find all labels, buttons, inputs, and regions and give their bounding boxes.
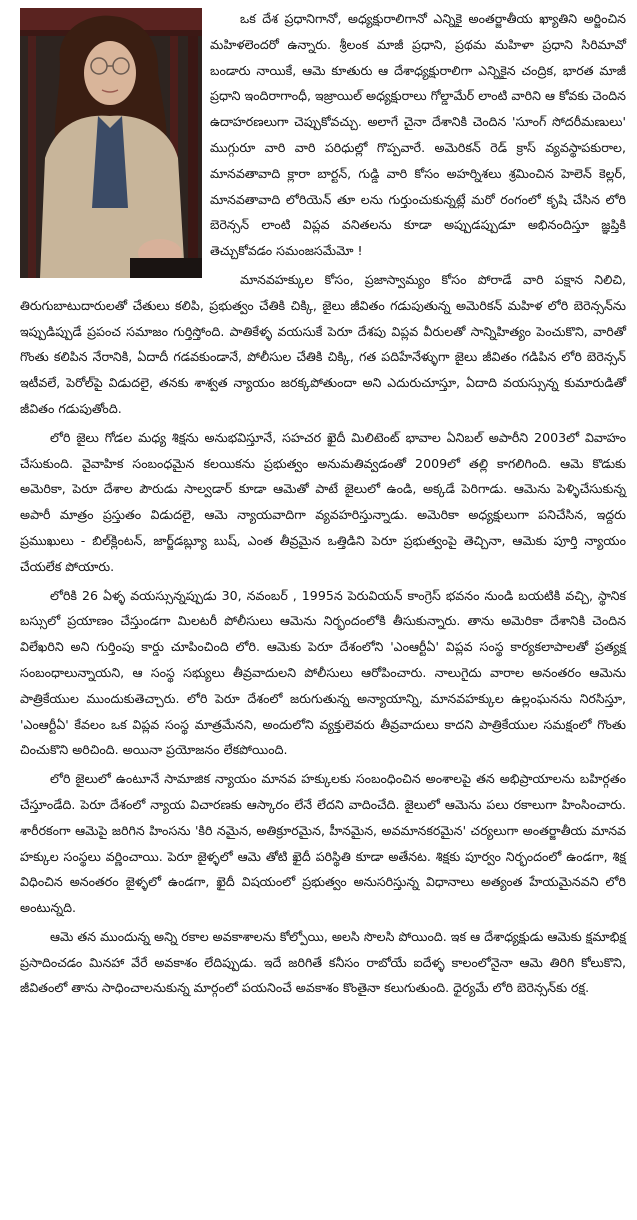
article-body — [20, 6, 626, 1004]
photo-spacer — [20, 6, 210, 286]
article-paragraph-4: లోరికి 26 ఏళ్ళ వయస్సున్నప్పుడు 30, నవంబర్ , 1995న పెరువియన్ కాంగ్రెస్ భవనం నుండి బయటికి వచ్చి, స్థానిక బస్సులో ప్రయాణం చేస్తుండగా మిలటరీ పోలీసులు ఆమెను నిర్భందంలోకి తీసుకున్నారు. తాను అమెరికా దేశానికి చెందిన విలేఖరిని అని గుర్తింపు కార్డు చూపించింది లోరి. ఆమెకు పెరూ దేశంలోని 'ఎంఆర్టీఏ' విప్లవ సంస్థ కార్యకలాపాలతో ప్రత్యక్ష సంబంధాలున్నాయని, ఆ సంస్థ సభ్యులు తీవ్రవాదులని పోలీసులు ఆరోపించారు. నాలుగైదు వారాల అనంతరం ఆమెను పాత్రికేయుల ముందుకుతెచ్చారు. లోరి పెరూ దేశంలో జరుగుతున్న అన్యాయాన్ని, మానవహక్కుల ఉల్లంఘనను నిరసిస్తూ, 'ఎంఆర్టీఏ' కేవలం ఒక విప్లవ సంస్థ మాత్రమేనని, అందులోని వ్యక్తులెవరు తీవ్రవాదులు కాదని పాత్రికేయుల సమక్షంలో గొంతు చించుకొని అరిచింది. అయినా ప్రయోజనం లేకపోయింది. — [20, 587, 626, 758]
article-paragraph-6: ఆమె తన ముందున్న అన్ని రకాల అవకాశాలను కోల్పోయి, అలసి సొలసి పోయింది. ఇక ఆ దేశాధ్యక్షుడు ఆమెకు క్షమాభిక్ష ప్రసాదించడం మినహా వేరే అవకాశం లేదిప్పుడు. ఇదే జరిగితే కనీసం రాబోయే ఐదేళ్ళ కాలంలోనైనా ఆమె తిరిగి కోలుకొని, జీవితంలో తాను సాధించాలనుకున్న మార్గంలో పయనించే అవకాశం కొంతైనా కలుగుతుంది. ధైర్యమే లోరి బెరెన్సన్‌కు రక్ష. — [20, 928, 626, 996]
article-paragraph-1: ఒక దేశ ప్రధానిగానో, అధ్యక్షురాలిగానో ఎన్నికై అంతర్జాతీయ ఖ్యాతిని అర్జించిన మహిళలెందరో ఉన్నారు. శ్రీలంక మాజీ ప్రధాని, ప్రథమ మహిళా ప్రధాని సిరిమావో బండారు నాయికే, ఆమె కూతురు ఆ దేశాధ్యక్షురాలిగా ఎన్నికైన చంద్రిక, భారత మాజీ ప్రధాని ఇందిరాగాంధీ, ఇజ్రాయిల్ అధ్యక్షురాలు గోల్డామేర్ లాంటి వారిని ఆ కోవకు చెందిన ఉదాహరణలుగా చెప్పుకోవచ్చు. అలాగే చైనా దేశానికి చెందిన 'సూంగ్ సోదరీమణులు' ముగ్గురూ వారి వారి పరిధుల్లో గొప్పవారే. అమెరికన్ రెడ్ క్రాస్ వ్యవస్థాపకురాల, మానవతావాది క్లారా బార్టన్, గుడ్డి వారి కోసం అహర్నిశలు శ్రమించిన హెలెన్ కెల్లర్, మానవతావాది లోరియెన్ తూ లను గుర్తుంచుకున్నట్లే మరో రంగంలో కృషి చేసిన లోరి బెరెన్సన్ లాంటి విప్లవ వనితలను కూడా అప్పుడప్పుడూ అభినందిస్తూ జ్ఞప్తికి తెచ్చుకోవడం సమంజసమేమో ! — [210, 11, 626, 259]
article-paragraph-3: లోరి జైలు గోడల మధ్య శిక్షను అనుభవిస్తూనే, సహచర ఖైదీ మిలిటెంట్ భావాల ఏనిబల్ అపారీని 2003లో వివాహం చేసుకుంది. వైవాహిక సంబంధమైన కలయికను ప్రభుత్వం అనుమతివ్వడంతో 2009లో తల్లి కాగలిగింది. ఆమె కొడుకు అమెరికా, పెరూ దేశాల పౌరుడు సాల్వడార్ కూడా ఆమెతో పాటే జైలులో ఉండి, అక్కడే పెరిగాడు. ఆమెను పెళ్ళిచేసుకున్న అపారీ మాత్రం ప్రస్తుతం విడుదలై, ఆమె న్యాయవాదిగా వ్యవహరిస్తున్నాడు. అమెరికా అధ్యక్షులుగా పనిచేసిన, ఇద్దరు ప్రముఖులు - బిల్‌క్లింటన్, జార్జ్‌డబ్ల్యూ బుష్, ఎంత తీవ్రమైన ఒత్తిడిని పెరూ ప్రభుత్వంపై తెచ్చినా, ఆమెకు పూర్తి న్యాయం చేయలేక పోయారు. — [20, 429, 626, 574]
article-paragraph-5: లోరి జైలులో ఉంటూనే సామాజిక న్యాయం మానవ హక్కులకు సంబంధించిన అంశాలపై తన అభిప్రాయాలను బహిర్గతం చేస్తూండేది. పెరూ దేశంలో న్యాయ విచారణకు ఆస్కారం లేనే లేదని వాదించేది. జైలులో ఆమెను పలు రకాలుగా హింసించారు. శారీరకంగా ఆమెపై జరిగిన హింసను 'కిరి నమైన, అతిక్రూరమైన, హీనమైన, అవమానకరమైన' చర్యలుగా అంతర్జాతీయ మానవ హక్కుల సంస్థలు వర్ణించాయి. పెరూ జైళ్ళలో ఆమె తోటి ఖైదీ పరిస్థితి కూడా అతేనట. శిక్షకు పూర్వం నిర్భందంలో ఉండగా, శిక్ష విధించిన అనంతరం జైళ్ళలో ఉండగా, ఖైదీ విషయంలో ప్రభుత్వం అనుసరిస్తున్న విధానాలు అత్యంత హేయమైనవని లోరి అంటున్నది. — [20, 771, 626, 916]
article-paragraph-2: మానవహక్కుల కోసం, ప్రజాస్వామ్యం కోసం పోరాడే వారి పక్షాన నిలిచి, తిరుగుబాటుదారులతో చేతులు కలిపి, ప్రభుత్వం చేతికి చిక్కి, జైలు జీవితం గడుపుతున్న అమెరికన్ మహిళ లోరి బెరెన్సన్‌ను ఇప్పుడిప్పుడే ప్రపంచ సమాజం గుర్తిస్తోంది. పాతికేళ్ళ వయసుకే పెరూ దేశపు విప్లవ వీరులతో సాన్నిహిత్యం పెంచుకొని, వారితో గొంతు కలిపిన నేరానికి, ఏదాదీ గడవకుండానే, పోలీసుల చేతికి చిక్కి, గత పదిహేనేళ్ళుగా జైలు జీవితం గడిపిన లోరి బెరెన్సన్ ఇటీవలే, పెరోల్‌పై విడుదలై, తనకు శాశ్వత న్యాయం జరక్కపోతుందా అని ఎదురుచూస్తూ, ఏదాది వయస్సున్న కుమారుడితో జీవితం గడుపుతోంది. — [20, 271, 626, 416]
